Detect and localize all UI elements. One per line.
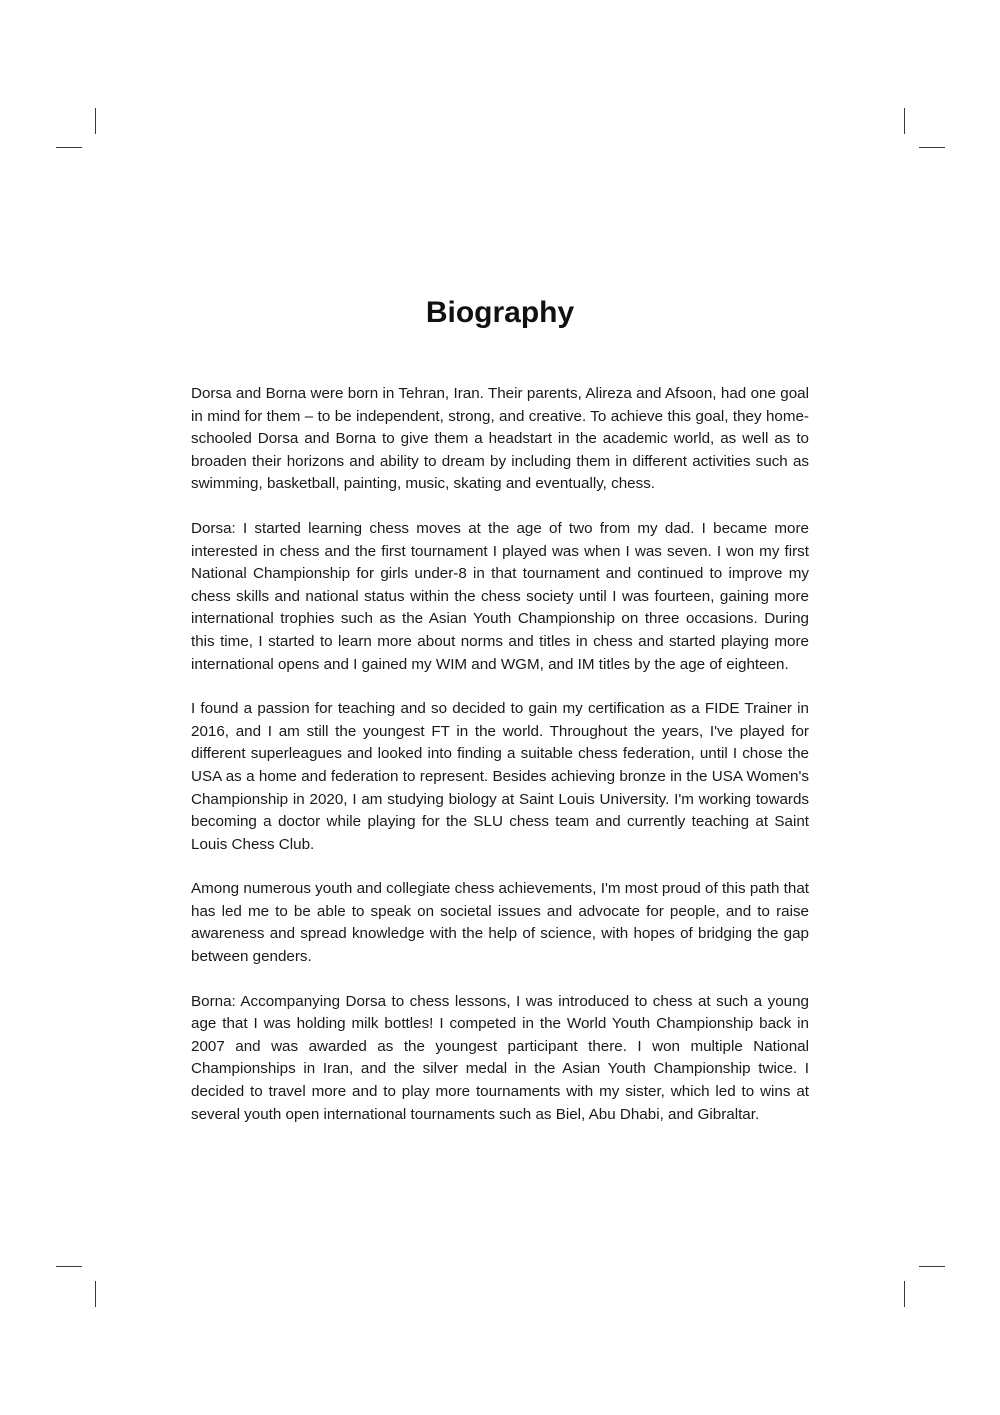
crop-mark-bottom-right-horizontal (919, 1266, 945, 1267)
paragraph-dorsa-advocacy: Among numerous youth and collegiate chess achievements, I'm most proud of this path that has led me to be able to speak on societal issues and advocate for people, and to raise awareness and spread knowledge with the help of science, with hopes of bridging the gap between genders. (191, 880, 809, 966)
crop-mark-top-right-horizontal (919, 147, 945, 148)
page-title: Biography (425, 296, 575, 329)
crop-mark-top-left-vertical (95, 108, 96, 134)
paragraph-family-intro: Dorsa and Borna were born in Tehran, Iran. Their parents, Alireza and Afsoon, had one goal in mind for them – to be independent, strong, and creative. To achieve this goal, they home-schooled Dorsa and Borna to give them a headstart in the academic world, as well as to broaden their horizons and ability to dream by including them in different activities such as swimming, basketball, painting, music, skating and eventually, chess. (191, 385, 809, 493)
crop-mark-bottom-left-vertical (95, 1281, 96, 1307)
crop-mark-bottom-right-vertical (904, 1281, 905, 1307)
biography-body (191, 383, 809, 1148)
paragraph-dorsa-early-career: Dorsa: I started learning chess moves at the age of two from my dad. I became more interested in chess and the first tournament I played was when I was seven. I won my first National Championship for girls under-8 in that tournament and continued to improve my chess skills and national status within the chess society until I was fourteen, gaining more international trophies such as the Asian Youth Championship on three occasions. During this time, I started to learn more about norms and titles in chess and started playing more international opens and I gained my WIM and WGM, and IM titles by the age of eighteen. (191, 519, 809, 673)
paragraph-dorsa-teaching: I found a passion for teaching and so decided to gain my certification as a FIDE Trainer in 2016, and I am still the youngest FT in the world. Throughout the years, I've played for different superleagues and looked into finding a suitable chess federation, until I chose the USA as a home and federation to represent. Besides achieving bronze in the USA Women's Championship in 2020, I am studying biology at Saint Louis University. I'm working towards becoming a doctor while playing for the SLU chess team and currently teaching at Saint Louis Chess Club. (191, 700, 809, 853)
crop-mark-bottom-left-horizontal (56, 1266, 82, 1267)
crop-mark-top-right-vertical (904, 108, 905, 134)
crop-mark-top-left-horizontal (56, 147, 82, 148)
paragraph-borna: Borna: Accompanying Dorsa to chess lessons, I was introduced to chess at such a young age that I was holding milk bottles! I competed in the World Youth Championship back in 2007 and was awarded as the youngest participant there. I won multiple National Championships in Iran, and the silver medal in the Asian Youth Championship twice. I decided to travel more and to play more tournaments with my sister, which led to wins at several youth open international tournaments such as Biel, Abu Dhabi, and Gibraltar. (191, 992, 809, 1123)
